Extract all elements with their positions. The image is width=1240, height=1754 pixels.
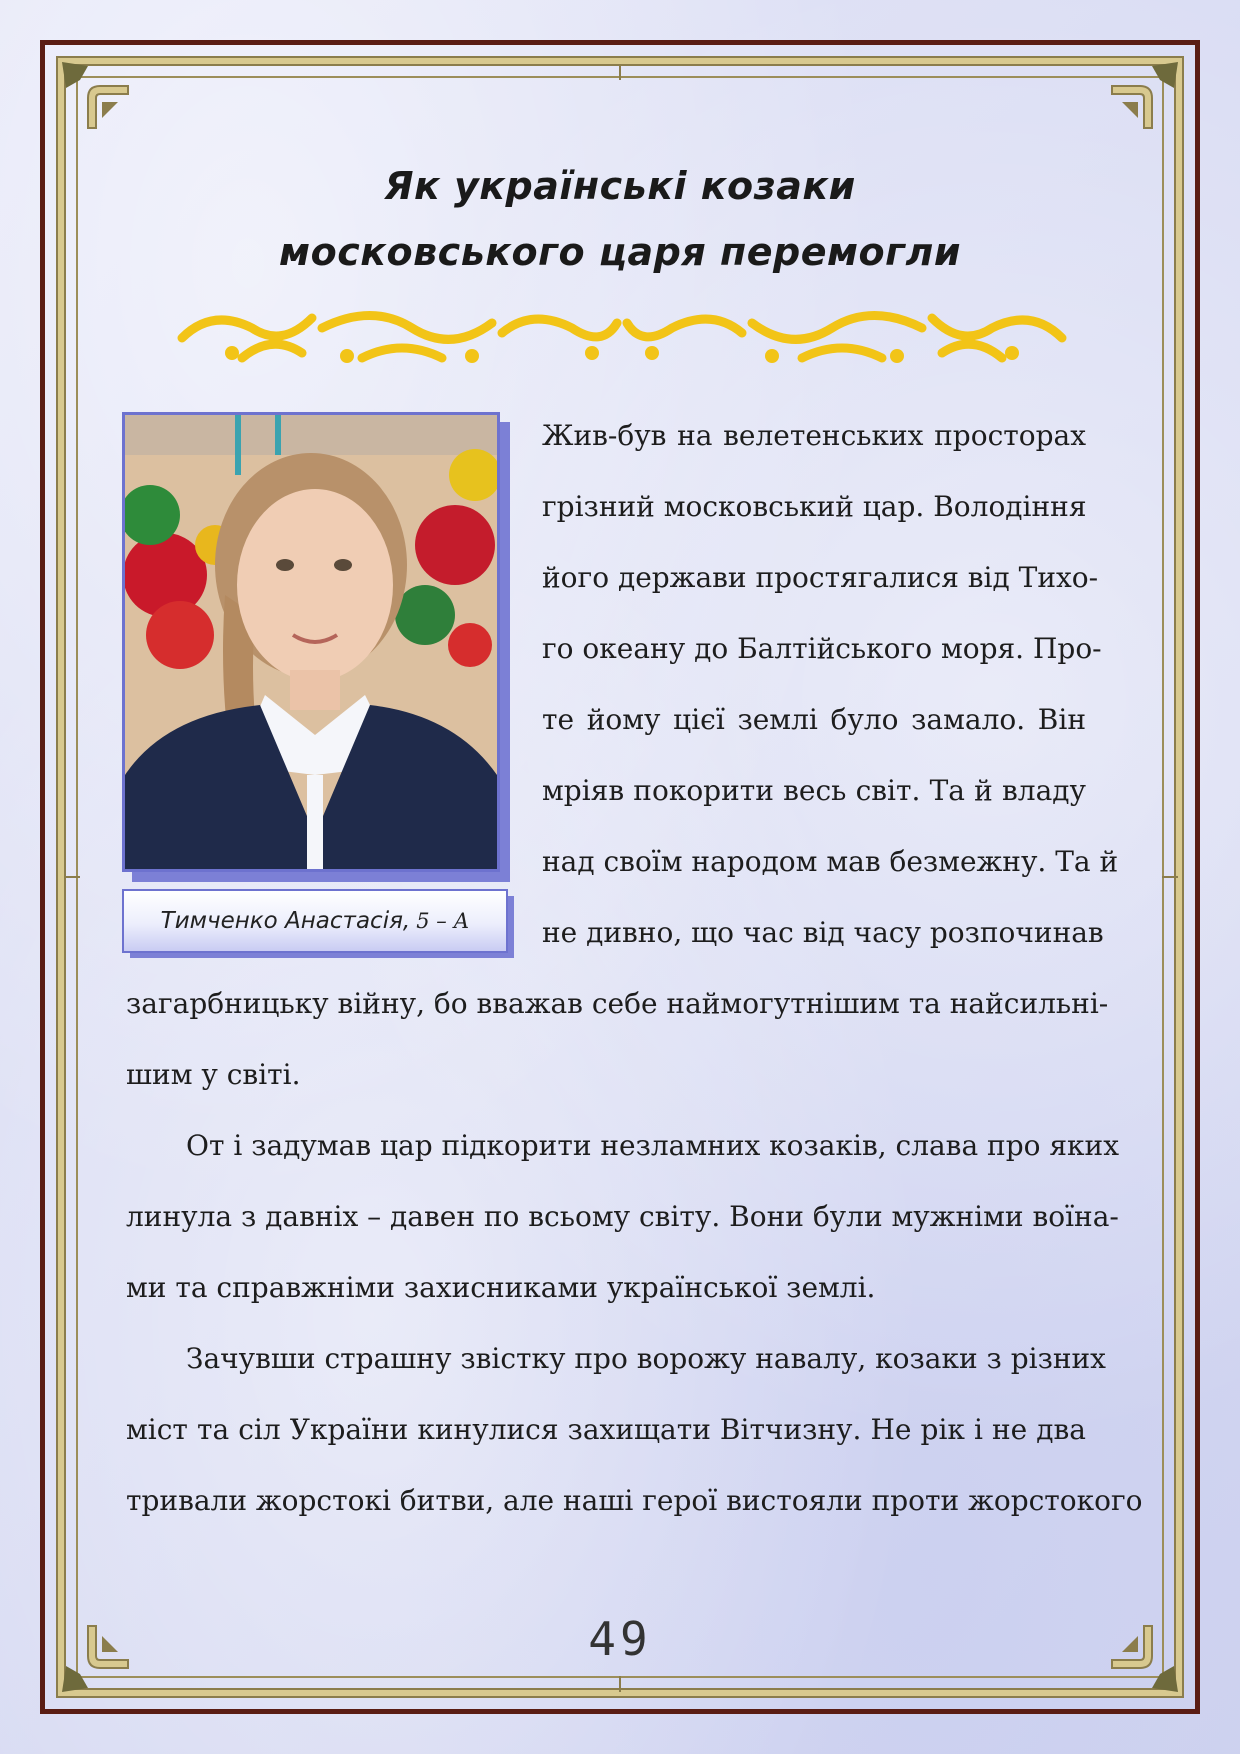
author-class: 5 – А [416,909,470,933]
girl-portrait-icon [125,415,497,869]
text-line: Жив-був на велетенських просторах [542,419,1086,452]
text-line: линула з давніх – давен по всьому світу. Вони були мужніми воїна- [126,1200,1119,1233]
text-line: го океану до Балтійського моря. Про- [542,632,1102,665]
frame-tick-top [619,64,621,80]
text-line: грізний московський цар. Володіння [542,490,1087,523]
corner-ornament-top-left-icon [58,58,148,148]
text-line: мріяв покорити весь світ. Та й владу [542,774,1086,807]
corner-ornament-top-right-icon [1092,58,1182,148]
text-line: над своїм народом мав безмежну. Та й [542,845,1119,878]
frame-tick-right [1162,876,1178,878]
text-line: шим у світі. [126,1058,301,1091]
text-line: ми та справжніми захисниками української землі. [126,1271,876,1304]
author-photo [122,412,500,872]
text-line: От і задумав цар підкорити незламних козаків, слава про яких [186,1129,1119,1162]
text-line: тривали жорстокі битви, але наші герої вистояли проти жорстокого [126,1484,1143,1517]
text-line: не дивно, що час від часу розпочинав [542,916,1104,949]
text-line: міст та сіл України кинулися захищати Вітчизну. Не рік і не два [126,1413,1086,1446]
text-line: те йому цієї землі було замало. Він [542,703,1086,736]
text-line: його держави простягалися від Тихо- [542,561,1099,594]
author-name: Тимченко Анастасія, [160,908,411,934]
text-line: загарбницьку війну, бо вважав себе наймогутнішим та найсильні- [126,987,1109,1020]
article-title-line-1: Як українські козаки [384,164,856,208]
frame-tick-left [64,876,80,878]
author-caption [122,889,508,953]
article-title-line-2: московського царя перемогли [279,230,961,274]
frame-tick-bottom [619,1676,621,1692]
page-number: 49 [588,1612,652,1666]
yellow-ornament-divider-icon [172,298,1072,368]
text-line: Зачувши страшну звістку про ворожу навалу, козаки з різних [186,1342,1106,1375]
